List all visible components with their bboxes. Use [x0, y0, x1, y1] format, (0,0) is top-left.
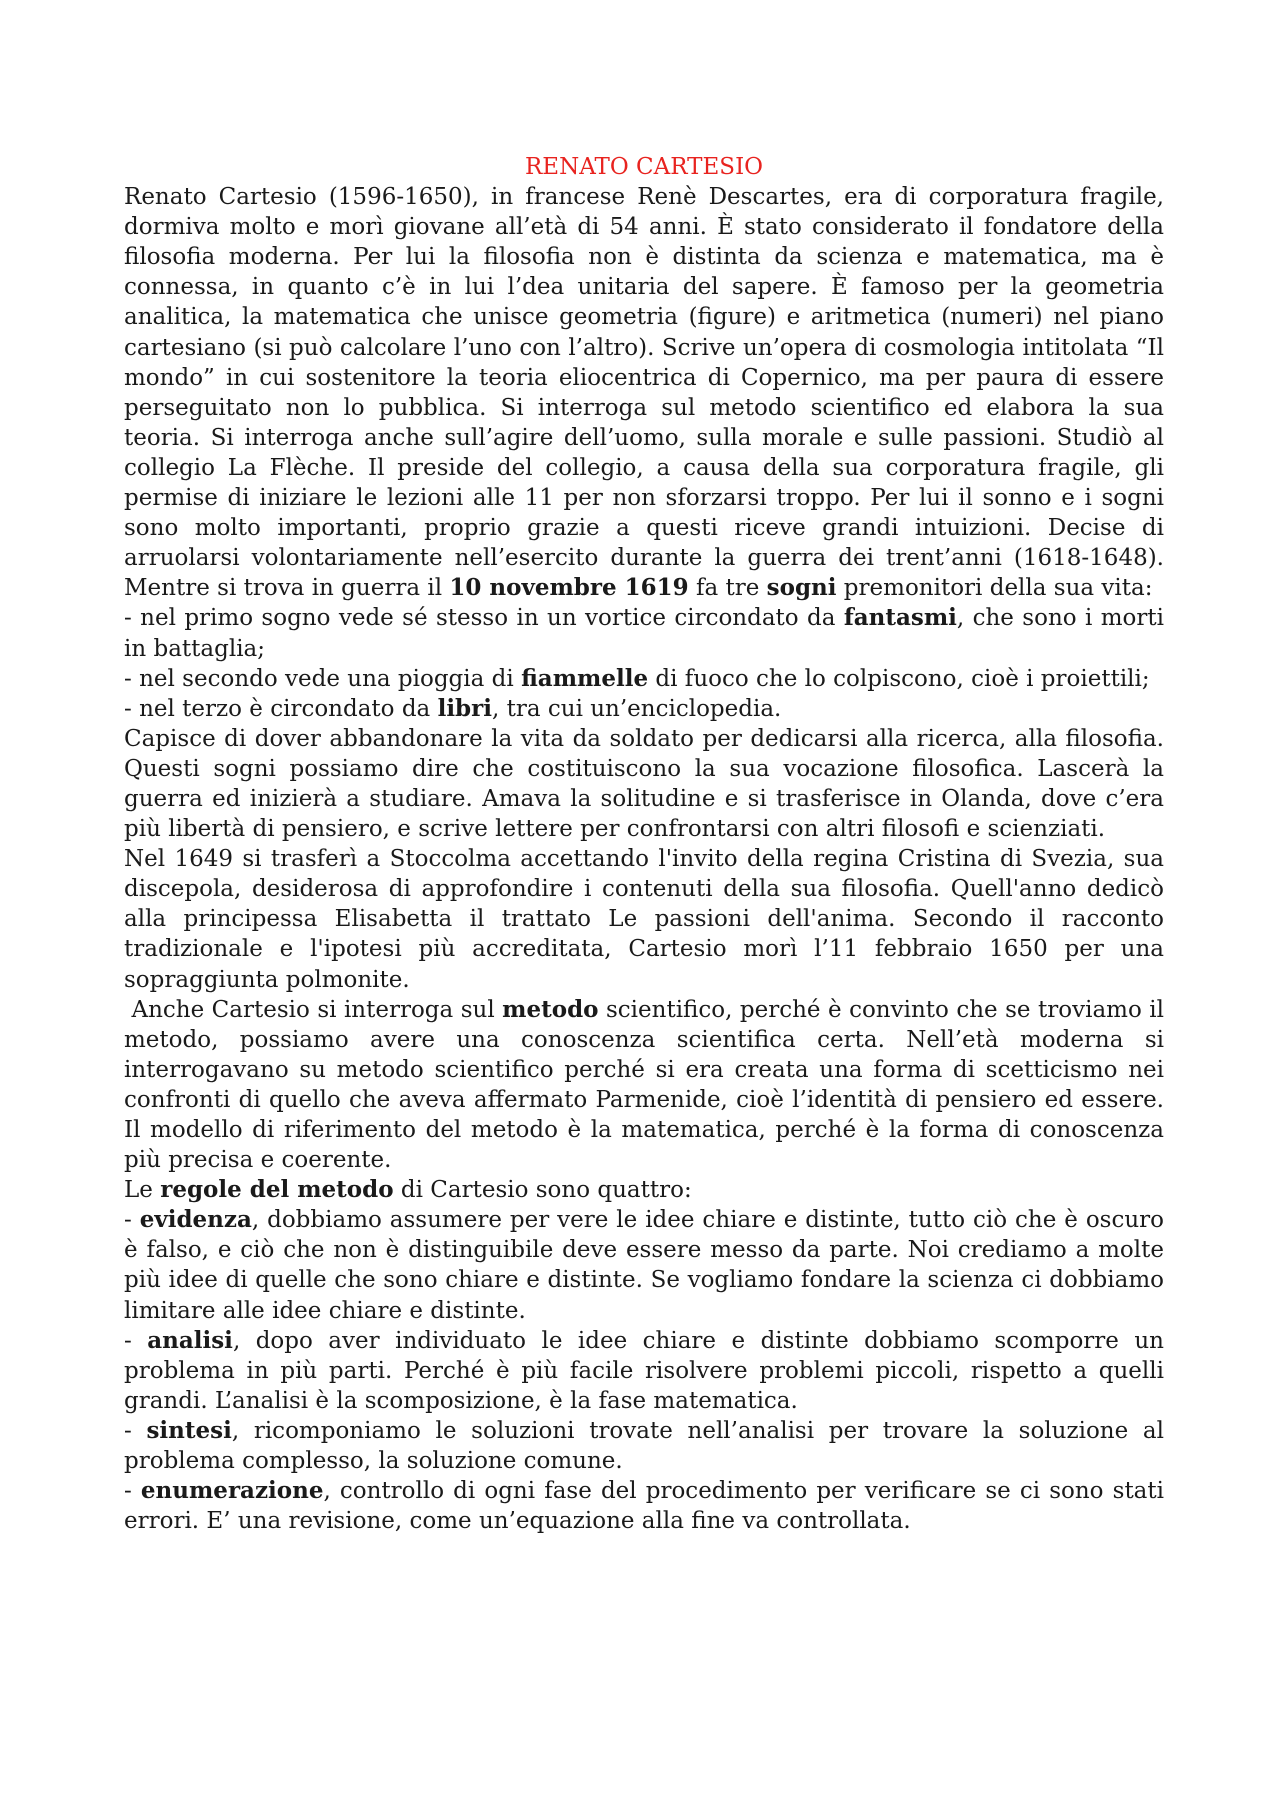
rule-keyword: analisi	[147, 1326, 233, 1354]
rule-text: , ricomponiamo le soluzioni trovate nell’analisi per trovare la soluzione al problema complesso, la soluzione comune.	[124, 1417, 1164, 1475]
rule-text: -	[124, 1478, 141, 1505]
dream-text: di fuoco che lo colpiscono, cioè i proiettili;	[648, 665, 1150, 692]
method-text: Anche Cartesio si interroga sul	[124, 996, 503, 1023]
dream-text: , tra cui un’enciclopedia.	[492, 695, 782, 722]
dream-item-2	[124, 664, 1164, 694]
vocation-paragraph: Capisce di dover abbandonare la vita da soldato per dedicarsi alla ricerca, alla filosofia. Questi sogni possiamo dire che costituiscono la sua vocazione filosofica. Lascerà la guerra ed inizierà a studiare. Amava la solitudine e si trasferisce in Olanda, dove c’era più libertà di pensiero, e scrive lettere per confrontarsi con altri filosofi e scienziati.	[124, 725, 1164, 843]
rule-keyword: evidenza	[139, 1206, 252, 1234]
biography-text-end: premonitori della sua vita:	[836, 575, 1153, 602]
method-paragraph	[124, 995, 1172, 1176]
rules-intro	[124, 1175, 1164, 1205]
dream-text: - nel terzo è circondato da	[124, 695, 438, 722]
dream-item-3	[124, 694, 1164, 724]
rule-text: , controllo di ogni fase del procedimento per verificare se ci sono stati errori. E’ una revisione, come un’equazione alla fine va controllata.	[124, 1478, 1164, 1535]
dream-keyword: libri	[437, 694, 492, 722]
dream-keyword: fantasmi	[843, 604, 957, 632]
document-title: RENATO CARTESIO	[524, 154, 764, 180]
rule-text: -	[124, 1327, 148, 1354]
dream-date: 10 novembre 1619	[449, 574, 689, 602]
dream-item-1	[124, 603, 1164, 663]
method-keyword: metodo	[502, 995, 599, 1023]
dream-text: - nel primo sogno vede sé stesso in un vortice circondato da	[124, 605, 844, 632]
rule-text: -	[124, 1417, 147, 1444]
rule-item-sintesi	[124, 1416, 1164, 1476]
rule-item-enumerazione	[124, 1476, 1164, 1536]
rule-text: , dobbiamo assumere per vere le idee chiare e distinte, tutto ciò che è oscuro è falso, e ciò che non è distinguibile deve essere messo da parte. Noi crediamo a molte più idee di quelle che sono chiare e distinte. Se vogliamo fondare la scienza ci dobbiamo limitare alle idee chiare e distinte.	[124, 1207, 1164, 1324]
rule-text: , dopo aver individuato le idee chiare e distinte dobbiamo scomporre un problema in più parti. Perché è più facile risolvere problemi piccoli, rispetto a quelli grandi. L’analisi è la scomposizione, è la fase matematica.	[124, 1327, 1164, 1414]
dream-text: - nel secondo vede una pioggia di	[124, 665, 522, 692]
stockholm-paragraph: Nel 1649 si trasferì a Stoccolma accettando l'invito della regina Cristina di Svezia, sua discepola, desiderosa di approfondire i contenuti della sua filosofia. Quell'anno dedicò alla principessa Elisabetta il trattato Le passioni dell'anima. Secondo il racconto tradizionale e l'ipotesi più accreditata, Cartesio morì l’11 febbraio 1650 per una sopraggiunta polmonite.	[124, 846, 1164, 993]
rule-keyword: enumerazione	[140, 1477, 324, 1505]
biography-text-mid: fa tre	[688, 575, 767, 602]
biography-paragraph	[124, 182, 1164, 603]
rule-item-analisi	[124, 1326, 1164, 1416]
dream-keyword: fiammelle	[521, 664, 649, 692]
dream-text: , che sono i morti in battaglia;	[124, 605, 1164, 662]
method-text: scientifico, perché è convinto che se troviamo il metodo, possiamo avere una conoscenza scientifica certa. Nell’età moderna si interrogavano su metodo scientifico perché si era creata una forma di scetticismo nei confronti di quello che aveva affermato Parmenide, cioè l’identità di pensiero ed essere. Il modello di riferimento del metodo è la matematica, perché è la forma di conoscenza più precisa e coerente.	[124, 996, 1172, 1174]
rule-keyword: sintesi	[146, 1416, 232, 1444]
document-page	[124, 152, 1172, 1536]
rule-item-evidenza	[124, 1205, 1164, 1325]
dreams-keyword: sogni	[766, 574, 837, 602]
rule-text: -	[124, 1207, 140, 1234]
rules-intro-text: di Cartesio sono quattro:	[393, 1177, 692, 1204]
rules-intro-text: Le	[124, 1177, 161, 1204]
rules-keyword: regole del metodo	[160, 1176, 394, 1204]
biography-text: Renato Cartesio (1596-1650), in francese Renè Descartes, era di corporatura fragile, dormiva molto e morì giovane all’età di 54 anni. È stato considerato il fondatore della filosofia moderna. Per lui la filosofia non è distinta da scienza e matematica, ma è connessa, in quanto c’è in lui l’dea unitaria del sapere. È famoso per la geometria analitica, la matematica che unisce geometria (figure) e aritmetica (numeri) nel piano cartesiano (si può calcolare l’uno con l’altro). Scrive un’opera di cosmologia intitolata “Il mondo” in cui sostenitore la teoria eliocentrica di Copernico, ma per paura di essere perseguitato non lo pubblica. Si interroga sul metodo scientifico ed elabora la sua teoria. Si interroga anche sull’agire dell’uomo, sulla morale e sulle passioni. Studiò al collegio La Flèche. Il preside del collegio, a causa della sua corporatura fragile, gli permise di iniziare le lezioni alle 11 per non sforzarsi troppo. Per lui il sonno e i sogni sono molto importanti, proprio grazie a questi riceve grandi intuizioni. Decise di arruolarsi volontariamente nell’esercito durante la guerra dei trent’anni (1618-1648). Mentre si trova in guerra il	[124, 184, 1164, 602]
